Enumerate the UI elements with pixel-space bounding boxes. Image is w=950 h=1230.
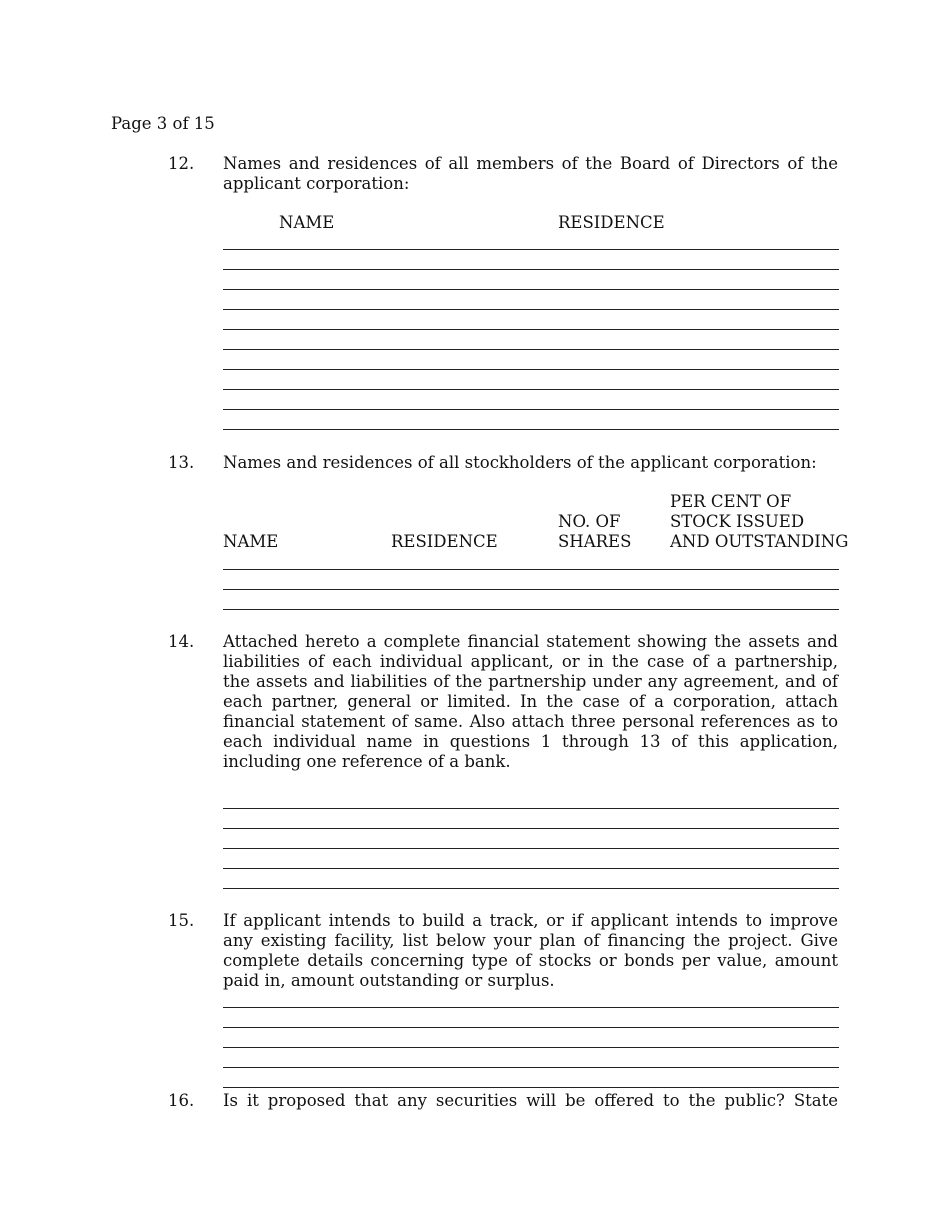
q13-col-name: NAME [223,532,279,551]
q12-col-residence: RESIDENCE [558,213,665,232]
answer-line[interactable] [223,888,839,889]
q13-col-shares [558,512,631,552]
answer-line[interactable] [223,289,839,290]
q13-number: 13. [168,453,195,472]
q13-text: Names and residences of all stockholders of the applicant corporation: [223,453,817,472]
answer-line[interactable] [223,349,839,350]
answer-line[interactable] [223,1067,839,1068]
q16-text: Is it proposed that any securities will be offered to the public? State [223,1091,838,1110]
q13-col-percent-line2: STOCK ISSUED [670,512,805,531]
q13-col-percent-line1: PER CENT OF [670,492,792,511]
q13-col-percent-line3: AND OUTSTANDING [670,532,849,551]
q12-text: Names and residences of all members of the Board of Directors of the applicant corporation: [223,154,838,193]
answer-line[interactable] [223,429,839,430]
answer-line[interactable] [223,828,839,829]
answer-line[interactable] [223,309,839,310]
answer-line[interactable] [223,848,839,849]
answer-line[interactable] [223,1087,839,1088]
q15-text: If applicant intends to build a track, or if applicant intends to improve any existing facility, list below your plan of financing the project. Give complete details concerning type of stocks or bonds per value, amount paid in, amount outstanding or surplus. [223,911,838,990]
q12-number: 12. [168,154,195,173]
answer-line[interactable] [223,1007,839,1008]
answer-line[interactable] [223,329,839,330]
answer-line[interactable] [223,808,839,809]
q15-number: 15. [168,911,195,930]
page-number: Page 3 of 15 [111,114,215,133]
answer-line[interactable] [223,249,839,250]
q16-number: 16. [168,1091,195,1110]
q13-col-shares-line2: SHARES [558,532,632,551]
answer-line[interactable] [223,389,839,390]
q12-col-name: NAME [279,213,335,232]
answer-line[interactable] [223,589,839,590]
q14-number: 14. [168,632,195,651]
q14-text: Attached hereto a complete financial statement showing the assets and liabilities of each individual applicant, or in the case of a partnership, the assets and liabilities of the partnership under any agreement, and of each partner, general or limited. In the case of a corporation, attach financial statement of same. Also attach three personal references as to each individual name in questions 1 through 13 of this application, including one reference of a bank. [223,632,838,771]
answer-line[interactable] [223,1027,839,1028]
answer-line[interactable] [223,269,839,270]
answer-line[interactable] [223,569,839,570]
q13-col-percent [670,492,848,552]
answer-line[interactable] [223,609,839,610]
answer-line[interactable] [223,868,839,869]
q13-col-residence: RESIDENCE [391,532,498,551]
answer-line[interactable] [223,369,839,370]
answer-line[interactable] [223,409,839,410]
q13-col-shares-line1: NO. OF [558,512,621,531]
answer-line[interactable] [223,1047,839,1048]
